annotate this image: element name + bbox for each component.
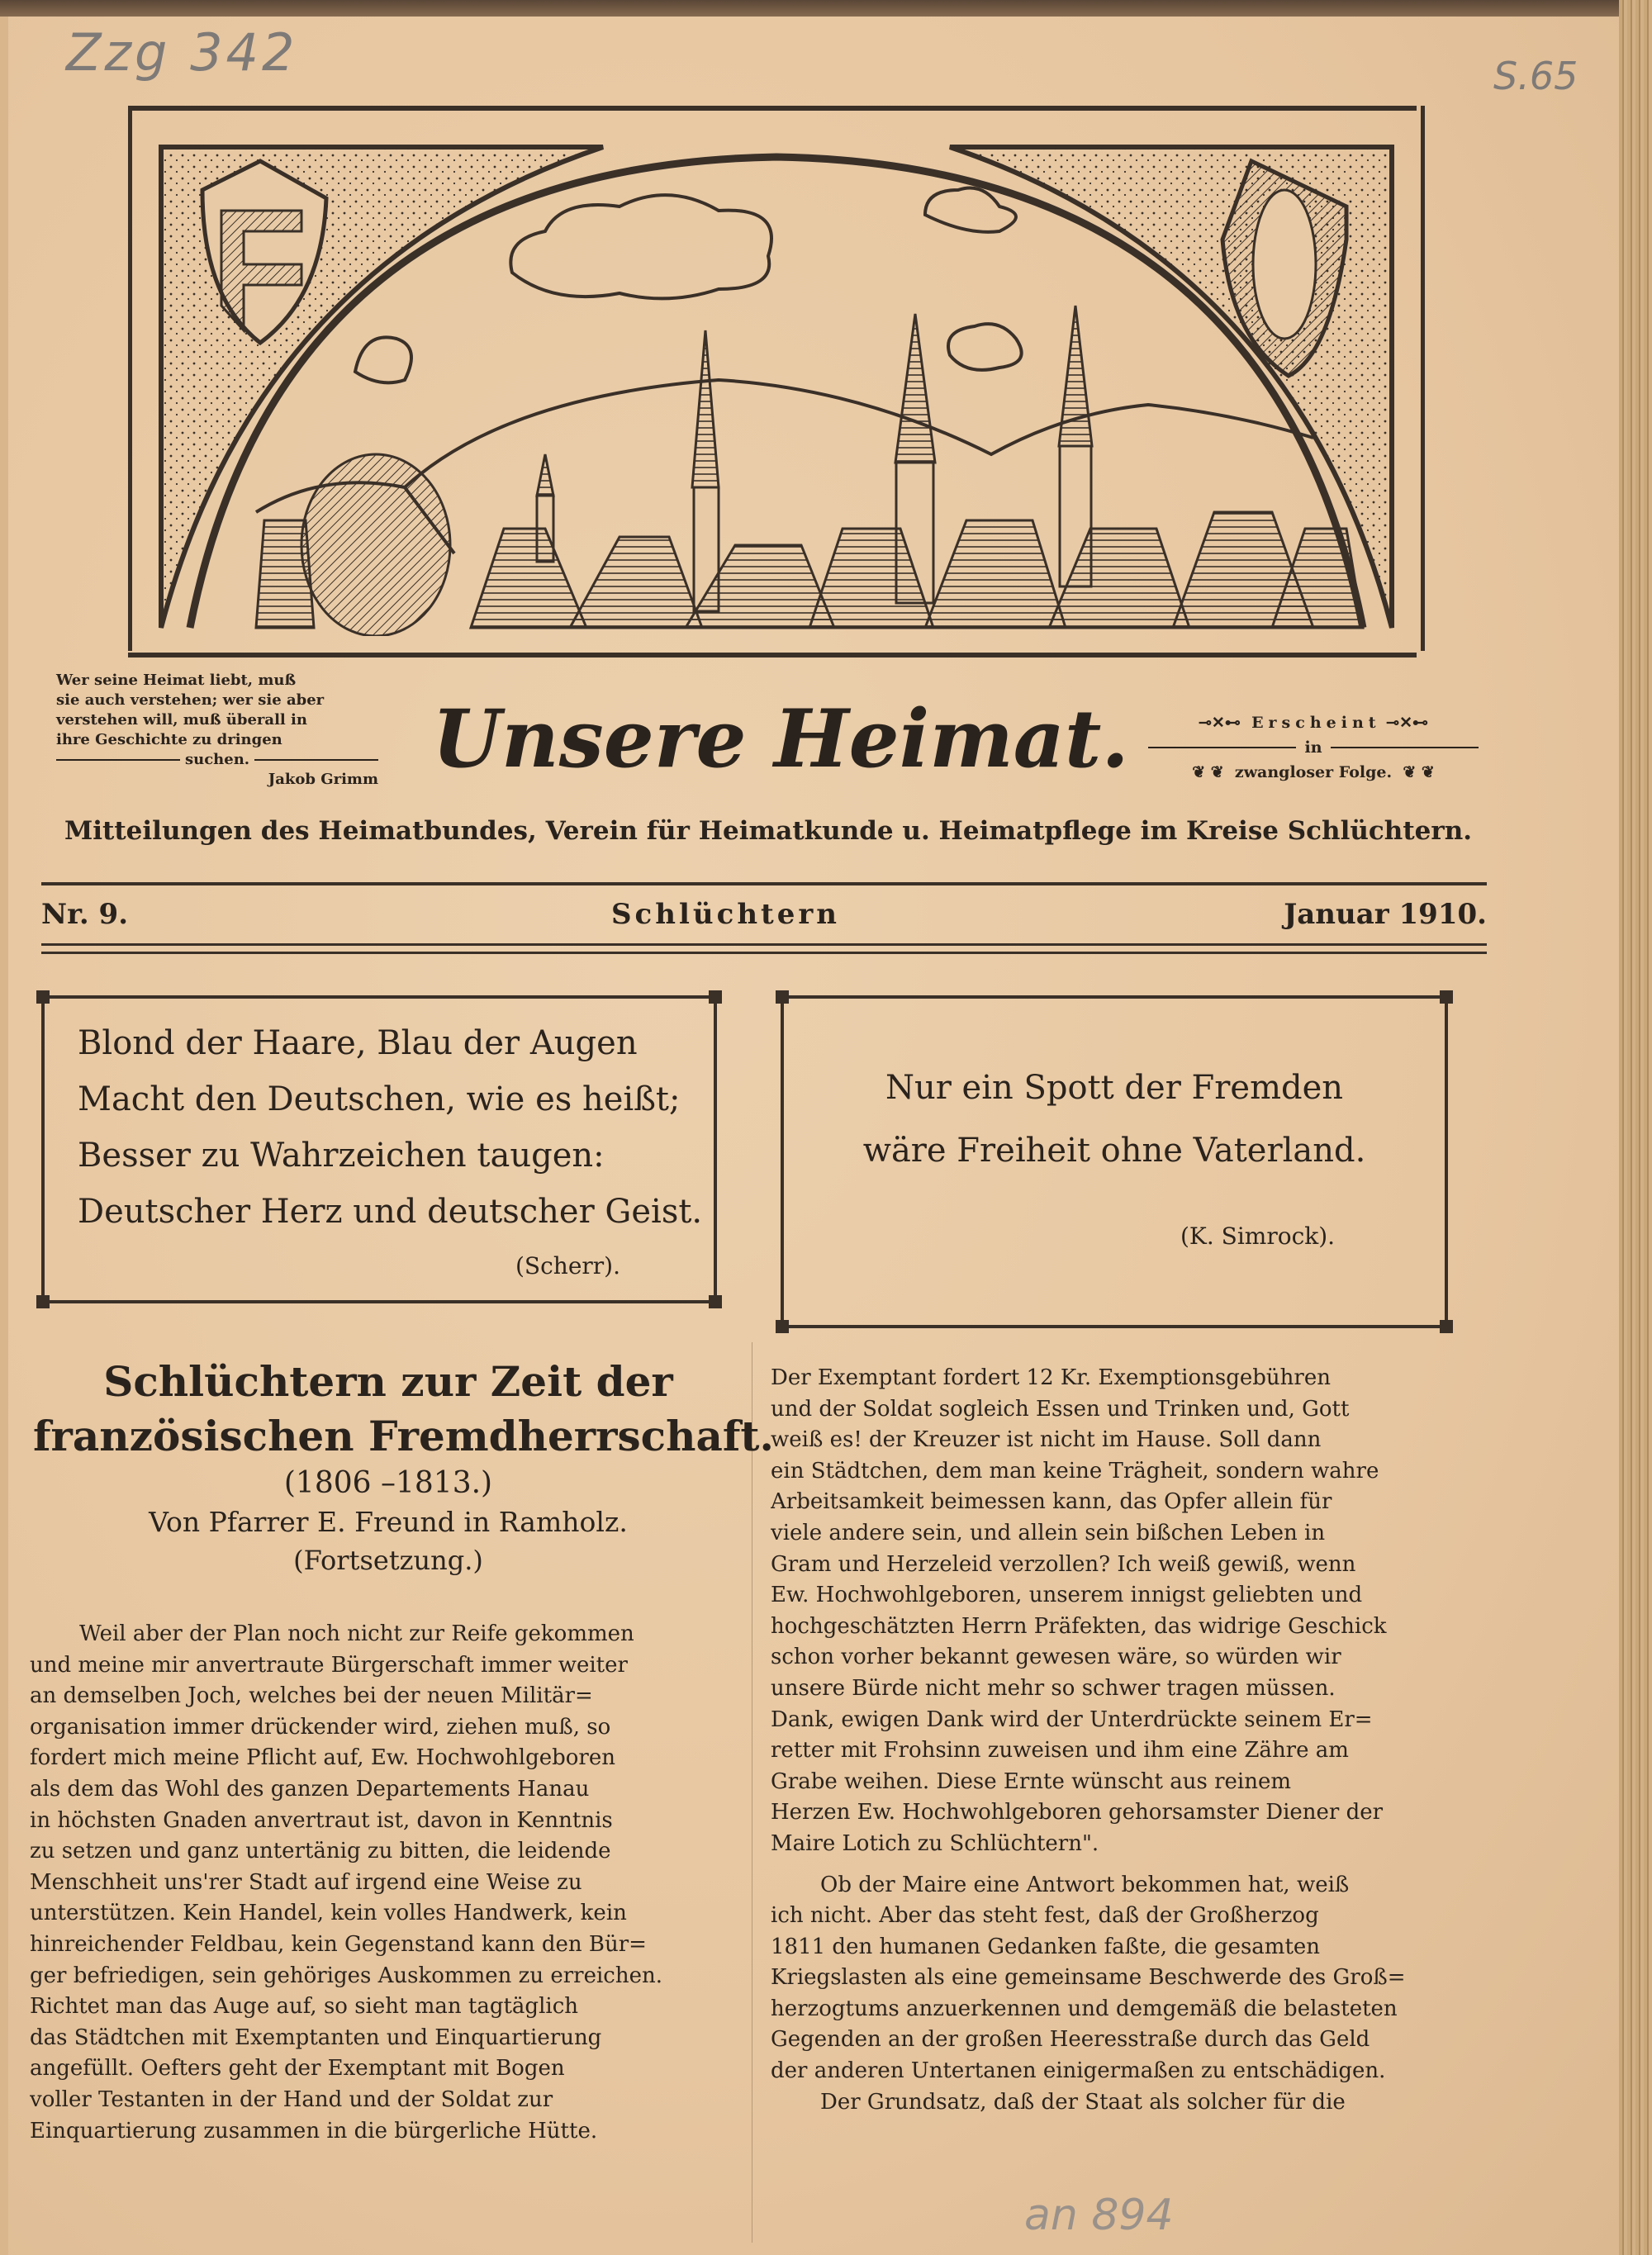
box-corner <box>776 990 789 1004</box>
quote-box-scherr <box>41 995 717 1303</box>
motto-line: ihre Geschichte zu dringen <box>56 731 282 748</box>
text-line: herzogtums anzuerkennen und demgemäß die belasteten <box>771 1996 1398 2021</box>
motto-line: verstehen will, muß überall in <box>56 711 307 729</box>
article-column-right <box>771 1363 1481 2118</box>
publication-note-line2: in <box>1304 738 1322 757</box>
article-header <box>33 1355 774 1579</box>
ornament-right-icon: ⊸✕⊷ <box>1386 714 1428 732</box>
text-line: Arbeitsamkeit beimessen kann, das Opfer allein für <box>771 1489 1332 1515</box>
town-illustration <box>157 140 1396 636</box>
text-line: Der Grundsatz, daß der Staat als solcher für die <box>820 2089 1346 2115</box>
issue-number: Nr. 9. <box>41 898 129 931</box>
issue-rule-bottom-2 <box>41 952 1487 954</box>
text-line: Maire Lotich zu Schlüchtern". <box>771 1830 1099 1856</box>
masthead-title: Unsere Heimat. <box>432 692 1129 786</box>
text-line: unterstützen. Kein Handel, kein volles Handwerk, kein <box>30 1901 627 1926</box>
box-corner <box>1440 990 1453 1004</box>
motto-quote <box>56 671 378 790</box>
text-line: der anderen Untertanen einigermaßen zu entschädigen. <box>771 2058 1386 2084</box>
publication-frequency-note <box>1148 710 1479 785</box>
tree <box>301 454 450 636</box>
article-byline: Von Pfarrer E. Freund in Ramholz. <box>149 1506 628 1538</box>
text-line: Menschheit uns'rer Stadt auf irgend eine Weise zu <box>30 1869 582 1895</box>
text-line: Gram und Herzeleid verzollen? Ich weiß gewiß, wenn <box>771 1551 1356 1577</box>
catalog-number-annotation: Zzg 342 <box>66 22 298 83</box>
poem-line: Blond der Haare, Blau der Augen <box>78 1024 638 1062</box>
header-frame-bottom-rule <box>128 653 1417 658</box>
publication-note-line1: Erscheint <box>1251 714 1381 732</box>
text-line: retter mit Frohsinn zuweisen und ihm eine Zähre am <box>771 1738 1349 1764</box>
page-number-annotation: S.65 <box>1493 54 1578 98</box>
text-line: Ob der Maire eine Antwort bekommen hat, weiß <box>820 1872 1350 1897</box>
text-line: unsere Bürde nicht mehr so schwer tragen müssen. <box>771 1675 1336 1701</box>
motto-author: Jakob Grimm <box>268 771 378 788</box>
fleuron-right-icon: ❦ ❦ <box>1403 763 1435 781</box>
text-line: Weil aber der Plan noch nicht zur Reife gekommen <box>79 1621 634 1646</box>
text-line: Gegenden an der großen Heeresstraße durch das Geld <box>771 2027 1370 2053</box>
text-line: Der Exemptant fordert 12 Kr. Exemptionsgebühren <box>771 1365 1331 1390</box>
box-corner <box>776 1320 789 1333</box>
text-line: Richtet man das Auge auf, so sieht man tagtäglich <box>30 1994 579 2020</box>
text-line: Einquartierung zusammen in die bürgerliche Hütte. <box>30 2118 598 2143</box>
text-line: und meine mir anvertraute Bürgerschaft immer weiter <box>30 1652 628 1678</box>
article-years: (1806 –1813.) <box>283 1466 493 1500</box>
poem-source: (Scherr). <box>515 1252 620 1279</box>
issue-date: Januar 1910. <box>1284 898 1487 931</box>
poem-line: Macht den Deutschen, wie es heißt; <box>78 1080 681 1118</box>
poem <box>78 1015 703 1240</box>
article-continuation: (Fortsetzung.) <box>293 1545 483 1576</box>
box-corner <box>709 1295 722 1308</box>
motto-line: sie auch verstehen; wer sie aber <box>56 691 325 709</box>
motto-line: Wer seine Heimat liebt, muß <box>56 672 297 689</box>
text-line: viele andere sein, und allein sein bißchen Leben in <box>771 1520 1326 1545</box>
issue-rule-top <box>41 882 1487 885</box>
quote-box-simrock <box>781 995 1448 1328</box>
text-line: 1811 den humanen Gedanken faßte, die gesamten <box>771 1934 1321 1959</box>
text-line: Ew. Hochwohlgeboren, unserem innigst geliebten und <box>771 1583 1363 1608</box>
text-line: Dank, ewigen Dank wird der Unterdrückte seinem Er= <box>771 1707 1373 1732</box>
text-line: ich nicht. Aber das steht fest, daß der Großherzog <box>771 1903 1319 1929</box>
publication-subtitle: Mitteilungen des Heimatbundes, Verein für Heimatkunde u. Heimatpflege im Kreise Schlüchtern. <box>64 816 1473 846</box>
publication-note-row3 <box>1148 760 1479 785</box>
text-line: schon vorher bekannt gewesen wäre, so würden wir <box>771 1645 1341 1670</box>
fleuron-left-icon: ❦ ❦ <box>1192 763 1224 781</box>
text-line: voller Testanten in der Hand und der Soldat zur <box>30 2086 553 2112</box>
box-corner <box>709 990 722 1004</box>
text-line: in höchsten Gnaden anvertraut ist, davon in Kenntnis <box>30 1807 613 1833</box>
text-line: hinreichender Feldbau, kein Gegenstand kann den Bür= <box>30 1931 647 1957</box>
issue-place: Schlüchtern <box>611 898 841 931</box>
article-title-line2: französischen Fremdherrschaft. <box>33 1412 774 1460</box>
issue-rule-bottom-1 <box>41 943 1487 946</box>
text-line: Grabe weihen. Diese Ernte wünscht aus reinem <box>771 1768 1292 1794</box>
quote-line: Nur ein Spott der Fremden <box>885 1069 1344 1107</box>
text-line: das Städtchen mit Exemptanten und Einquartierung <box>30 2025 602 2050</box>
text-line: an demselben Joch, welches bei der neuen Militär= <box>30 1683 593 1709</box>
motto-line-last: suchen. <box>184 751 250 768</box>
box-corner <box>36 990 50 1004</box>
text-line: ger befriedigen, sein gehöriges Auskommen zu erreichen. <box>30 1963 662 1988</box>
text-line: angefüllt. Oefters geht der Exemptant mit Bogen <box>30 2056 565 2082</box>
publication-note-row1 <box>1148 710 1479 735</box>
paragraph-gap <box>771 1860 1481 1870</box>
poem-line: Besser zu Wahrzeichen taugen: <box>78 1137 605 1175</box>
book-top-edge <box>0 0 1652 18</box>
text-line: weiß es! der Kreuzer ist nicht im Hause. Soll dann <box>771 1427 1322 1453</box>
issue-info-row <box>41 894 1487 937</box>
text-line: als dem das Wohl des ganzen Departements Hanau <box>30 1776 590 1802</box>
text-line: zu setzen und ganz untertänig zu bitten, die leidende <box>30 1839 611 1864</box>
publication-note-line3: zwangloser Folge. <box>1234 763 1393 781</box>
quote-source: (K. Simrock). <box>1180 1222 1336 1250</box>
motto-rule-line <box>56 750 378 770</box>
publication-note-row2 <box>1148 735 1479 760</box>
article-title-line1: Schlüchtern zur Zeit der <box>103 1357 673 1406</box>
text-line: Kriegslasten als eine gemeinsame Beschwerde des Groß= <box>771 1965 1406 1991</box>
article-column-left <box>30 1619 740 2147</box>
text-line: organisation immer drückender wird, ziehen muß, so <box>30 1714 611 1740</box>
book-page-stack-edge <box>1619 0 1652 2255</box>
quote <box>784 1056 1445 1182</box>
text-line: und der Soldat sogleich Essen und Trinken und, Gott <box>771 1396 1350 1422</box>
box-corner <box>36 1295 50 1308</box>
poem-line: Deutscher Herz und deutscher Geist. <box>78 1193 703 1231</box>
page-left-edge <box>0 17 8 2255</box>
text-line: ein Städtchen, dem man keine Trägheit, sondern wahre <box>771 1458 1379 1484</box>
text-line: Herzen Ew. Hochwohlgeboren gehorsamster Diener der <box>771 1800 1384 1825</box>
box-corner <box>1440 1320 1453 1333</box>
footer-annotation: an 894 <box>1024 2191 1174 2240</box>
text-line: hochgeschätzten Herrn Präfekten, das widrige Geschick <box>771 1613 1387 1639</box>
text-line: fordert mich meine Pflicht auf, Ew. Hochwohlgeboren <box>30 1745 615 1771</box>
ornament-left-icon: ⊸✕⊷ <box>1198 714 1241 732</box>
quote-line: wäre Freiheit ohne Vaterland. <box>862 1132 1366 1170</box>
